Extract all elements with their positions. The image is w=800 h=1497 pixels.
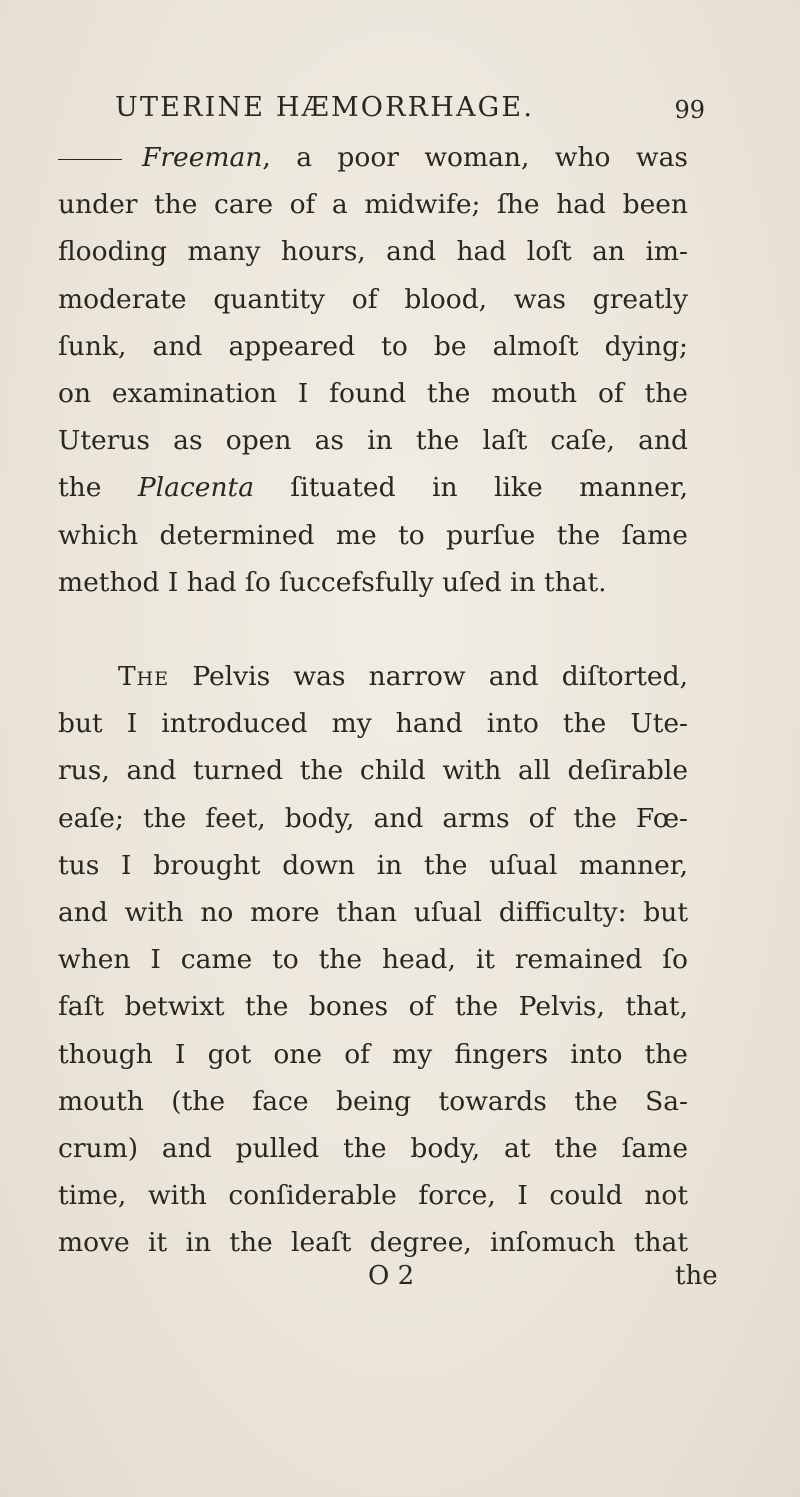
text-line: The Pelvis was narrow and diſtorted, xyxy=(118,661,688,693)
text-line: Freeman, a poor woman, who was xyxy=(58,134,688,181)
text-line: but I introduced my hand into the Ute- xyxy=(58,708,688,740)
text-line: mouth (the face being towards the Sa- xyxy=(58,1085,688,1117)
page-header xyxy=(115,86,705,130)
text-line: faſt betwixt the bones of the Pelvis, that, xyxy=(58,991,688,1023)
paragraph-gap xyxy=(58,606,688,653)
running-head: UTERINE HÆMORRHAGE. xyxy=(115,92,535,123)
text-line: tus I brought down in the uſual manner, xyxy=(58,849,688,881)
text-line: when I came to the head, it remained ſo xyxy=(58,944,688,976)
patient-name: Freeman xyxy=(142,142,263,173)
text-line: time, with conſiderable force, I could not xyxy=(58,1180,688,1212)
text-line: though I got one of my fingers into the xyxy=(58,1038,688,1070)
text-line: the Placenta ſituated in like manner, xyxy=(58,472,688,504)
body-text xyxy=(58,134,718,1291)
text-line: move it in the leaſt degree, inſomuch that xyxy=(58,1227,688,1259)
catchword: the xyxy=(675,1261,718,1291)
text-line: eaſe; the feet, body, and arms of the Fœ- xyxy=(58,802,688,834)
text-line: flooding many hours, and had loſt an im- xyxy=(58,236,688,268)
text-line: method I had ſo ſuccefsfully uſed in that. xyxy=(58,566,607,598)
page-number: 99 xyxy=(674,96,705,124)
text-line: under the care of a midwife; ſhe had been xyxy=(58,189,688,221)
text-line: on examination I found the mouth of the xyxy=(58,377,688,409)
text-line: crum) and pulled the body, at the ſame xyxy=(58,1132,688,1164)
text-line: Uterus as open as in the laſt caſe, and xyxy=(58,425,688,457)
text-line: moderate quantity of blood, was greatly xyxy=(58,283,688,315)
page-footer xyxy=(58,1254,718,1298)
text-line: rus, and turned the child with all deſirable xyxy=(58,755,688,787)
signature-mark: O 2 xyxy=(368,1261,415,1291)
text-line: ſunk, and appeared to be almoſt dying; xyxy=(58,330,688,362)
text-line: which determined me to purſue the ſame xyxy=(58,519,688,551)
text-line: and with no more than uſual difficulty: but xyxy=(58,897,688,928)
em-dash-rule xyxy=(58,159,122,160)
small-caps-opening: The xyxy=(118,661,170,693)
italic-term: Placenta xyxy=(137,472,254,504)
